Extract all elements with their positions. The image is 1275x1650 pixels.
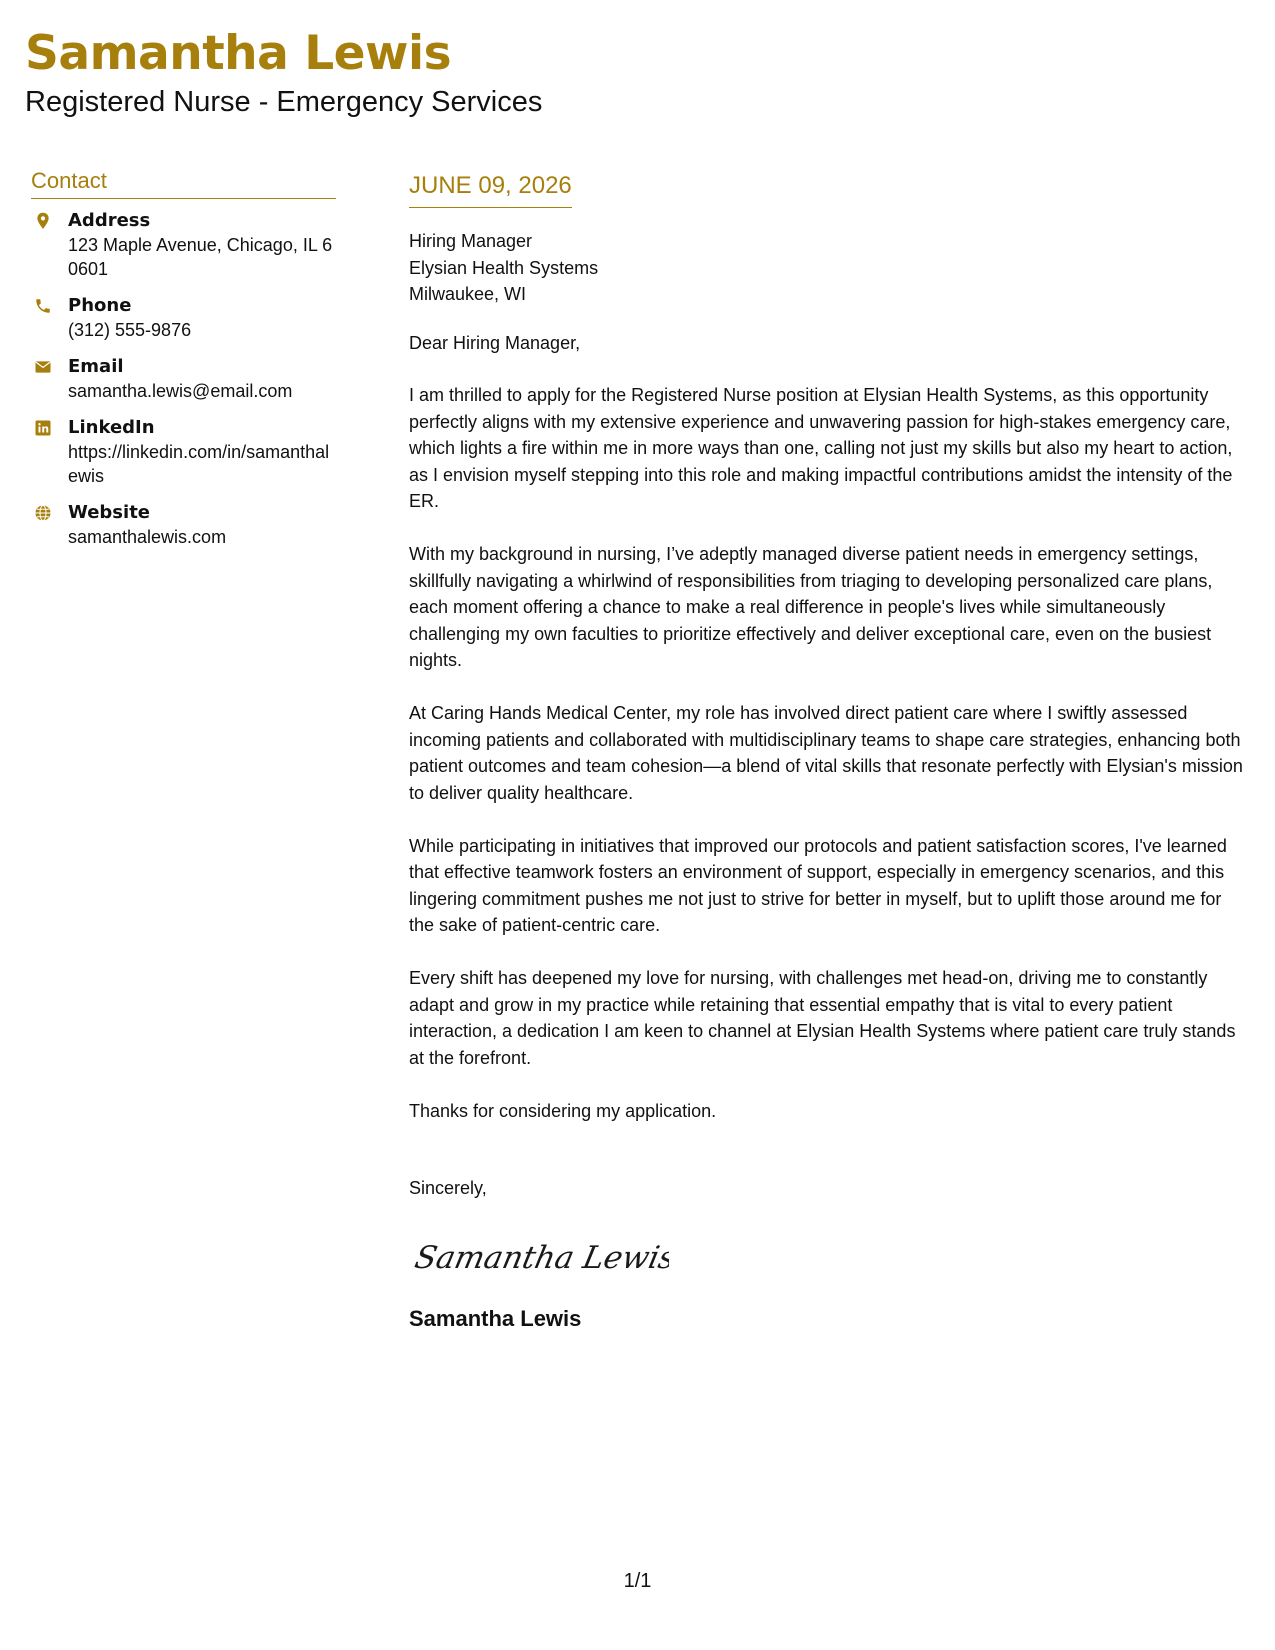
applicant-name: Samantha Lewis	[25, 26, 452, 81]
phone-icon	[34, 297, 52, 315]
contact-item-linkedin	[31, 416, 336, 488]
contact-heading: Contact	[31, 167, 336, 199]
contact-label: LinkedIn	[68, 417, 155, 438]
body-paragraph: While participating in initiatives that improved our protocols and patient satisfaction scores, I've learned that effective teamwork fosters an environment of support, especially in emergency scenarios, and this lingering commitment pushes me not just to strive for better in myself, but to uplift those around me for the sake of patient-centric care.	[409, 835, 1227, 935]
handwritten-signature	[409, 1222, 669, 1292]
job-title: Registered Nurse - Emergency Services	[25, 86, 543, 118]
website-value[interactable]: samanthalewis.com	[68, 527, 227, 547]
contact-label: Address	[68, 210, 151, 231]
phone-value: (312) 555-9876	[68, 320, 192, 340]
contact-label: Website	[68, 502, 151, 523]
letter-body	[409, 171, 1249, 1333]
address-value: 123 Maple Avenue, Chicago, IL 60601	[68, 235, 333, 279]
recipient-location: Milwaukee, WI	[409, 284, 527, 304]
letter-date: JUNE 09, 2026	[409, 171, 572, 208]
body-paragraph: At Caring Hands Medical Center, my role has involved direct patient care where I swiftly assessed incoming patients and collaborated with multidisciplinary teams to shape care strategies, enhancing both patient outcomes and team cohesion—a blend of vital skills that resonate perfectly with Elysian's mission to deliver quality healthcare.	[409, 703, 1243, 803]
contact-label: Phone	[68, 295, 132, 316]
contact-sidebar	[31, 167, 336, 562]
body-paragraph: With my background in nursing, I’ve adeptly managed diverse patient needs in emergency settings, skillfully navigating a whirlwind of responsibilities from triaging to developing personalized care plans, each moment offering a chance to make a real difference in people's lives while simultaneously challenging my own faculties to prioritize effectively and deliver exceptional care, even on the busiest nights.	[409, 544, 1213, 670]
map-pin-icon	[34, 212, 52, 230]
contact-list	[31, 209, 336, 549]
recipient-company: Elysian Health Systems	[409, 257, 599, 278]
contact-item-email	[31, 355, 336, 403]
body-paragraph: Thanks for considering my application.	[409, 1100, 717, 1121]
contact-item-phone	[31, 294, 336, 342]
linkedin-icon	[34, 419, 52, 437]
contact-label: Email	[68, 356, 124, 377]
linkedin-value[interactable]: https://linkedin.com/in/samanthalewis	[68, 442, 330, 486]
letter-header	[25, 26, 1225, 119]
page-number: 1/1	[623, 1570, 652, 1592]
body-paragraph: I am thrilled to apply for the Registered Nurse position at Elysian Health Systems, as this opportunity perfectly aligns with my extensive experience and unwavering passion for high-stakes emergency care, which lights a fire within me in more ways than one, calling not just my skills but also my heart to action, as I envision myself stepping into this role and making impactful contributions amidst the intensity of the ER.	[409, 385, 1233, 511]
body-paragraph: Every shift has deepened my love for nursing, with challenges met head-on, driving me to constantly adapt and grow in my practice while retaining that essential empathy that is vital to every patient interaction, a dedication I am keen to channel at Elysian Health Systems where patient care truly stands at the forefront.	[409, 968, 1236, 1068]
signature-text: Samantha Lewis	[411, 1239, 669, 1276]
signer-name: Samantha Lewis	[409, 1305, 582, 1331]
closing: Sincerely,	[409, 1178, 487, 1198]
email-value: samantha.lewis@email.com	[68, 381, 293, 401]
globe-icon	[34, 504, 52, 522]
recipient-block	[409, 228, 1249, 308]
recipient-title: Hiring Manager	[409, 231, 533, 251]
salutation: Dear Hiring Manager,	[409, 332, 581, 353]
contact-item-website	[31, 501, 336, 549]
envelope-icon	[34, 358, 52, 376]
contact-item-address	[31, 209, 336, 281]
